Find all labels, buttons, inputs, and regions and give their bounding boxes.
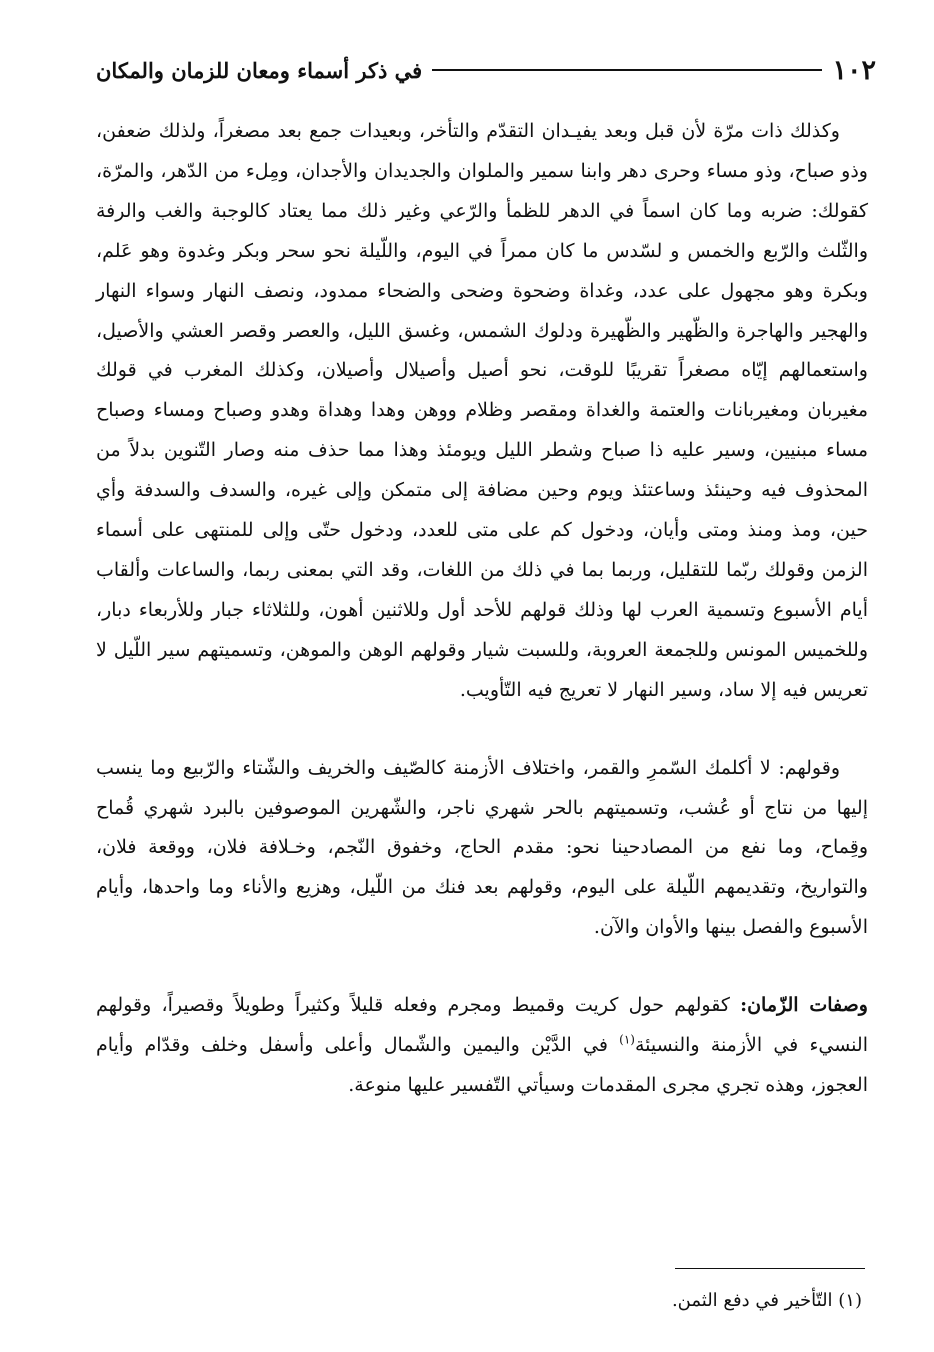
body-text — [96, 112, 868, 1106]
footnote: (١) التّأخير في دفع الثمن. — [671, 1290, 862, 1311]
paragraph-3-heading: وصفات الزّمان: — [740, 994, 868, 1017]
paragraph-3 — [96, 986, 868, 1106]
footnote-reference: (١) — [619, 1032, 635, 1047]
page-header — [96, 50, 876, 90]
paragraph-2: وقولهم: لا أكلمك السّمرِ والقمر، واختلاف الأزمنة كالصّيف والخريف والشّتاء والرّبيع وما ينسب إليها من نتاج أو عُشب، وتسميتهم بالحر شهري ناجر، والشّهرين الموصوفين بالبرد شهري قُماح وقِماح، وما نفع من المصادحينا نحو: مقدم الحاج، وخفوق النّجم، وخـلافة فلان، ووقعة فلان، والتواريخ، وتقديمهم اللّيلة على اليوم، وقولهم بعد فنك من اللّيل، وهزيع والأناء وما واحدها، وأيام الأسبوع والفصل بينها والأوان والآن. — [96, 756, 868, 939]
page-number: ١٠٢ — [832, 54, 876, 86]
paragraph-3-text-a: كقولهم حول كريت وقميط ومجرم وفعله قليلاً وكثيراً وطويلاً وقصيراً، وقولهم النسيء في الأزمنة والنسيئة — [96, 994, 868, 1057]
header-rule — [432, 69, 822, 71]
running-title: في ذكر أسماء ومعان للزمان والمكان — [96, 57, 423, 83]
paragraph-3-text-b: في الدَّيْن واليمين والشّمال وأعلى وأسفل وخلف وقدّام وأيام العجوز، وهذه تجري مجرى المقدمات وسيأتي التّفسير عليها منوعة. — [96, 1034, 868, 1096]
footnote-rule — [675, 1268, 865, 1269]
paragraph-1: وكذلك ذات مرّة لأن قبل وبعد يفيـدان التقدّم والتأخر، وبعيدات جمع بعد مصغراً، ولذلك ضعفن، وذو صباح، وذو مساء وحرى دهر وابنا سمير والملوان والجديدان والأجدان، ومِلء من الدّهر، والمرّة، كقولك: ضربه وما كان اسماً في الدهر للظمأ والرّعي وغير ذلك مما يعتاد كالوجبة والغب والرفة والثّلث والرّبع والخمس و لسّدس ما كان ممراً في اليوم، واللّيلة نحو سحر وبكر وغدوة وهو عَلم، وبكرة وهو مجهول على عدد، وغداة وضحوة وضحى والضحاء ممدود، ونصف النهار وسواء النهار والهجير والهاجرة والظّهير والظّهيرة ودلوك الشمس، وغسق الليل، والعصر وقصر العشي والأصيل، واستعمالهم إيّاه مصغراً تقريبًا للوقت، نحو أصيل وأصيلال وأصيلان، وكذلك المغرب في قولك مغيربان ومغيربانات والعتمة والغداة ومقصر وظلام ووهن وهدا وهداة وهدو وصباح ومساء وصباح مساء مبنيين، وسير عليه ذا صباح وشطر الليل ويومئذ وهذا مما حذف منه وصار التّنوين بدلاً من المحذوف فيه وحينئذ وساعتئذ ويوم وحين مضافة إلى متمكن وإلى غيره، والسدف والسدفة وأي حين، ومذ ومنذ ومتى وأيان، ودخول كم على متى للعدد، ودخول حتّى وإلى للمنتهى على أسماء الزمن وقولك ربّما للتقليل، وربما بما في ذلك من اللغات، وقد التي بمعنى ربما، والساعات وألقاب أيام الأسبوع وتسمية العرب لها وذلك قولهم للأحد أول وللاثنين أهون، وللثلاثاء جبار وللأربعاء دبار، وللخميس المونس وللجمعة العروبة، وللسبت شيار وقولهم الوهن والموهن، وتسميتهم سير اللّيل لا تعريس فيه إلا ساد، وسير النهار لا تعريج فيه التّأويب. — [96, 120, 868, 701]
